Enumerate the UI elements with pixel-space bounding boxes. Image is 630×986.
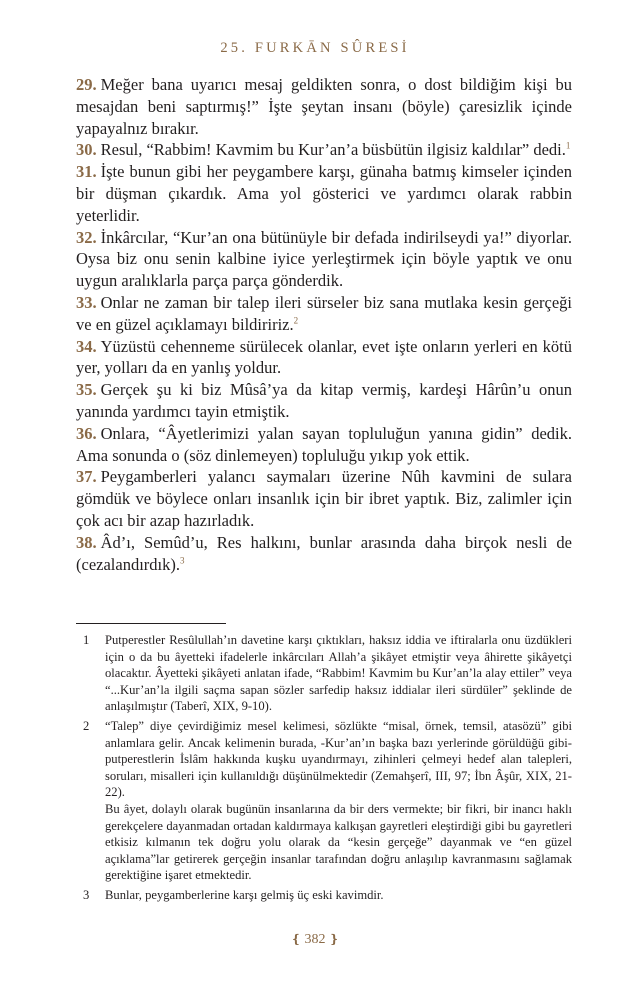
verse-number: 32. [76,227,97,247]
footnote-list [76,632,572,907]
verse-number: 36. [76,423,97,443]
verse-30 [76,139,572,161]
footnote-2 [76,718,572,884]
footnote-number: 1 [83,633,90,647]
verse-list [76,74,572,575]
verse-text: Âd’ı, Semûd’u, Res halkını, bunlar arasında daha birçok nesli de (cezalandırdık). [76,532,572,574]
right-ornament-icon: ❵ [329,932,340,946]
verse-32 [76,227,572,292]
verse-text: Onlar ne zaman bir talep ileri sürseler biz sana mutlaka kesin gerçeği ve en güzel açıklamayı bildiririz. [76,292,572,334]
footnote-ref[interactable]: 3 [179,555,185,566]
verse-text: Gerçek şu ki biz Mûsâ’ya da kitap vermiş, kardeşi Hârûn’u onun yanında yardımcı tayin etmiştik. [76,380,572,421]
verse-31 [76,161,572,226]
page-number: 382 [304,932,326,947]
verse-number: 38. [76,532,97,552]
footnote-divider [76,623,226,624]
footnote-ref[interactable]: 1 [565,140,571,151]
verse-number: 31. [76,162,97,182]
page-footer [0,932,630,948]
verse-number: 29. [76,75,97,94]
verse-number: 37. [76,467,97,487]
verse-text: Yüzüstü cehenneme sürülecek olanlar, evet işte onların yerleri en kötü yer, yolları da en yanlış yoldur. [76,336,572,378]
verse-text: Resul, “Rabbim! Kavmim bu Kur’an’a büsbütün ilgisiz kaldılar” dedi. [100,140,566,160]
footnote-body [105,887,572,904]
verse-34 [76,336,572,380]
footnote-text: Bunlar, peygamberlerine karşı gelmiş üç eski kavimdir. [105,887,384,902]
verse-number: 33. [76,292,97,312]
verse-35 [76,379,572,423]
verse-38 [76,532,572,576]
verse-text: Onlara, “Âyetlerimizi yalan sayan topluluğun yanına gidin” dedik. Ama sonunda o (söz dinlemeyen) topluluğu yıkıp yok ettik. [76,423,572,465]
footnote-text: Putperestler Resûlullah’ın davetine karşı çıktıkları, haksız iddia ve iftiralarla onu üzdükleri için o da bu âyetteki ifadelerle inkârcıları Allah’a şikâyet etmiştir veya âhirette şikâyetçi olacaktır. Âyetteki şikâyeti anlatan ifade, “Rabbim! Kavmim bu Kur’an’la alay ettiler” veya “...Kur’an’la ilgili saçma sapan sözler sarfedip haksız iddialar ileri sürdüler” şeklinde de anlaşılmıştır (Taberî, XIX, 9-10). [105,633,572,714]
footnote-body [105,632,572,715]
footnote-1 [76,632,572,715]
footnote-3 [76,887,572,904]
running-header: 25. FURKĀN SÛRESİ [220,40,410,56]
verse-text: İşte bunun gibi her peygambere karşı, günaha batmış kimseler içinden bir düşman çıkardık. Ama yol gösterici ve yardımcı olarak rabbin yeterlidir. [76,162,572,225]
footnote-number: 2 [83,718,90,733]
footnote-body [105,718,572,884]
footnote-number: 3 [83,887,90,902]
verse-29 [76,74,572,139]
footnote-ref[interactable]: 2 [293,315,299,326]
verse-number: 34. [76,336,97,356]
verse-36 [76,423,572,467]
verse-text: Meğer bana uyarıcı mesaj geldikten sonra, o dost bildiğim kişi bu mesajdan beni saptırmış!” İşte şeytan insanı (böyle) çaresizlik içinde yapayalnız bırakır. [76,75,572,138]
footnote-text: Bu âyet, dolaylı olarak bugünün insanlarına da bir ders vermekte; bir fikri, bir inancı haklı gerekçelere dayanmadan ortadan kaldırmaya kalkışan gayretleri eleştirdiği gibi bu gayretleri etkisiz kılmanın tek doğru yolu olarak da “kesin gerçeğe” dayanmak ve “en güzel açıklama”lar getirerek gerçeğin insanlar tarafından doğru anlaşılıp kavranmasını sağlamak gerektiğine işaret etmektedir. [105,801,572,883]
left-ornament-icon: ❴ [290,932,301,946]
verse-33 [76,292,572,336]
verse-text: Peygamberleri yalancı saymaları üzerine Nûh kavmini de sulara gömdük ve böylece onları insanlık için bir ibret yaptık. Biz, zalimler için çok acı bir azap hazırladık. [76,467,572,530]
verse-text: İnkârcılar, “Kur’an ona bütünüyle bir defada indirilseydi ya!” diyorlar. Oysa biz onu senin kalbine iyice yerleştirmek için böyle yaptık ve onu uygun aralıklarla parça parça gönderdik. [76,227,572,291]
verse-37 [76,466,572,531]
verse-number: 30. [76,140,97,160]
verse-number: 35. [76,380,97,400]
footnote-text: “Talep” diye çevirdiğimiz mesel kelimesi, sözlükte “misal, örnek, temsil, atasözü” gibi anlamlara gelir. Ancak kelimenin burada, -Kur’an’ın başka bazı yerlerinde görüldüğü gibi- putperestlerin İslâm hakkında kuşku uyandırmayı, zihinleri çelmeyi hedef alan talepleri, soruları, misalleri için kullanıldığı düşünülmektedir (Zemahşerî, III, 97; İbn Âşûr, XIX, 21-22). [105,718,572,800]
